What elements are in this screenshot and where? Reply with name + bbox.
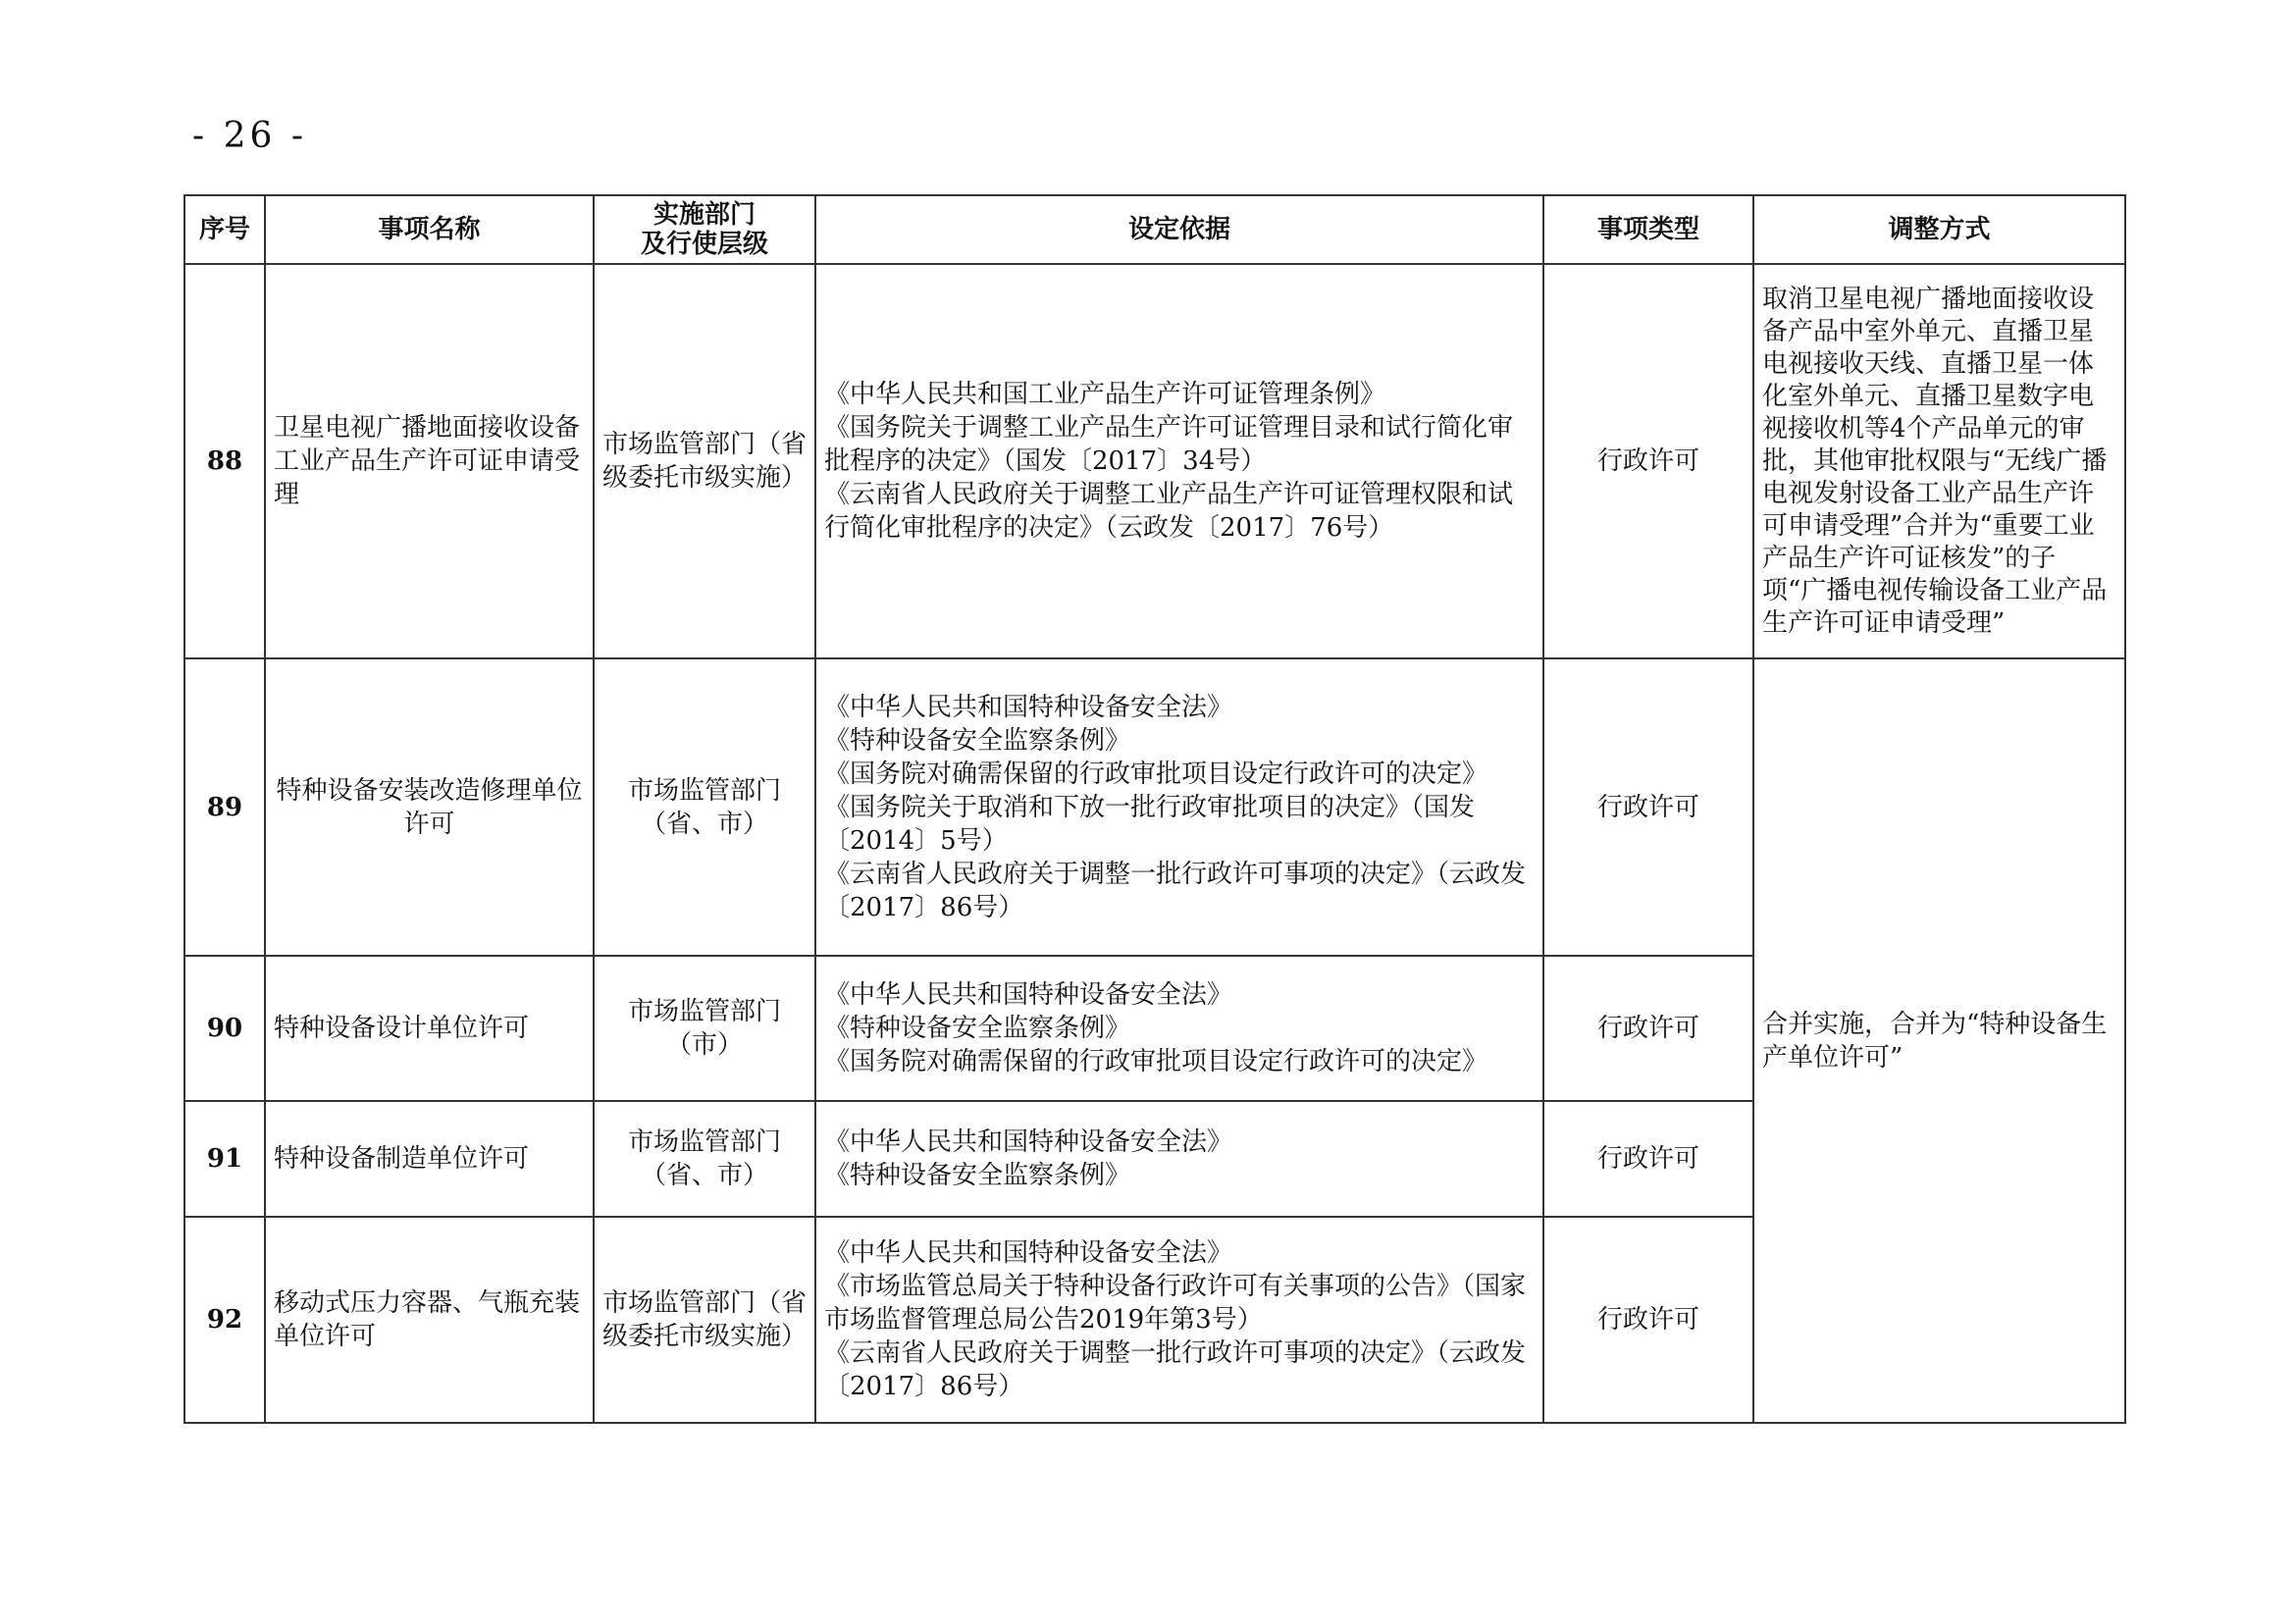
- row-adjust: 取消卫星电视广播地面接收设备产品中室外单元、直播卫星电视接收天线、直播卫星一体化室外单元、直播卫星数字电视接收机等4个产品单元的审批，其他审批权限与“无线广播电视发射设备工业产品生产许可申请受理”合并为“重要工业产品生产许可证核发”的子项“广播电视传输设备工业产品生产许可证申请受理”: [1753, 264, 2125, 658]
- basis-item: 《特种设备安全监察条例》: [824, 1014, 1131, 1043]
- page-number: - 26 -: [192, 116, 308, 156]
- row-dept: 市场监管部门（省、市）: [594, 658, 815, 956]
- row-dept: 市场监管部门（省、市）: [594, 1101, 815, 1217]
- row-adjust-merged: 合并实施，合并为“特种设备生产单位许可”: [1753, 658, 2125, 1423]
- basis-item: 《中华人民共和国工业产品生产许可证管理条例》: [824, 380, 1386, 409]
- header-basis: 设定依据: [815, 195, 1543, 264]
- table-row: [184, 264, 2125, 658]
- basis-item: 《市场监管总局关于特种设备行政许可有关事项的公告》（国家市场监督管理总局公告2019年第3号）: [824, 1272, 1527, 1335]
- basis-item: 《中华人民共和国特种设备安全法》: [824, 1127, 1233, 1157]
- row-name: 特种设备设计单位许可: [265, 956, 594, 1101]
- basis-item: 《云南省人民政府关于调整工业产品生产许可证管理权限和试行简化审批程序的决定》（云政发〔2017〕76号）: [824, 480, 1514, 543]
- row-seq: 92: [184, 1217, 265, 1423]
- row-type: 行政许可: [1543, 264, 1753, 658]
- row-type: 行政许可: [1543, 658, 1753, 956]
- basis-item: 《国务院对确需保留的行政审批项目设定行政许可的决定》: [824, 759, 1488, 789]
- basis-item: 《特种设备安全监察条例》: [824, 1161, 1131, 1190]
- row-type: 行政许可: [1543, 1217, 1753, 1423]
- header-dept: [594, 195, 815, 264]
- header-seq: 序号: [184, 195, 265, 264]
- basis-item: 《云南省人民政府关于调整一批行政许可事项的决定》（云政发〔2017〕86号）: [824, 1338, 1527, 1401]
- basis-item: 《中华人民共和国特种设备安全法》: [824, 1238, 1233, 1268]
- row-basis: [815, 1217, 1543, 1423]
- row-basis: [815, 658, 1543, 956]
- row-dept: 市场监管部门（市）: [594, 956, 815, 1101]
- table-header-row: [184, 195, 2125, 264]
- header-name: 事项名称: [265, 195, 594, 264]
- table-row: [184, 658, 2125, 956]
- items-table: [183, 194, 2126, 1424]
- basis-item: 《国务院对确需保留的行政审批项目设定行政许可的决定》: [824, 1047, 1488, 1076]
- basis-item: 《特种设备安全监察条例》: [824, 725, 1131, 756]
- row-name: 移动式压力容器、气瓶充装单位许可: [265, 1217, 594, 1423]
- row-dept: 市场监管部门（省级委托市级实施）: [594, 1217, 815, 1423]
- basis-item: 《国务院关于取消和下放一批行政审批项目的决定》（国发〔2014〕5号）: [824, 792, 1476, 856]
- header-adjust: 调整方式: [1753, 195, 2125, 264]
- row-seq: 90: [184, 956, 265, 1101]
- basis-item: 《中华人民共和国特种设备安全法》: [824, 980, 1233, 1010]
- row-seq: 89: [184, 658, 265, 956]
- basis-item: 《国务院关于调整工业产品生产许可证管理目录和试行简化审批程序的决定》（国发〔2017〕34号）: [824, 413, 1514, 476]
- row-basis: [815, 264, 1543, 658]
- header-type: 事项类型: [1543, 195, 1753, 264]
- basis-item: 《云南省人民政府关于调整一批行政许可事项的决定》（云政发〔2017〕86号）: [824, 859, 1527, 922]
- row-type: 行政许可: [1543, 1101, 1753, 1217]
- row-type: 行政许可: [1543, 956, 1753, 1101]
- row-dept: 市场监管部门（省级委托市级实施）: [594, 264, 815, 658]
- row-seq: 88: [184, 264, 265, 658]
- row-name: 卫星电视广播地面接收设备工业产品生产许可证申请受理: [265, 264, 594, 658]
- row-name: 特种设备安装改造修理单位许可: [265, 658, 594, 956]
- row-name: 特种设备制造单位许可: [265, 1101, 594, 1217]
- row-basis: [815, 1101, 1543, 1217]
- basis-item: 《中华人民共和国特种设备安全法》: [824, 692, 1233, 722]
- header-dept-label: 实施部门 及行使层级: [640, 200, 768, 259]
- row-basis: [815, 956, 1543, 1101]
- row-seq: 91: [184, 1101, 265, 1217]
